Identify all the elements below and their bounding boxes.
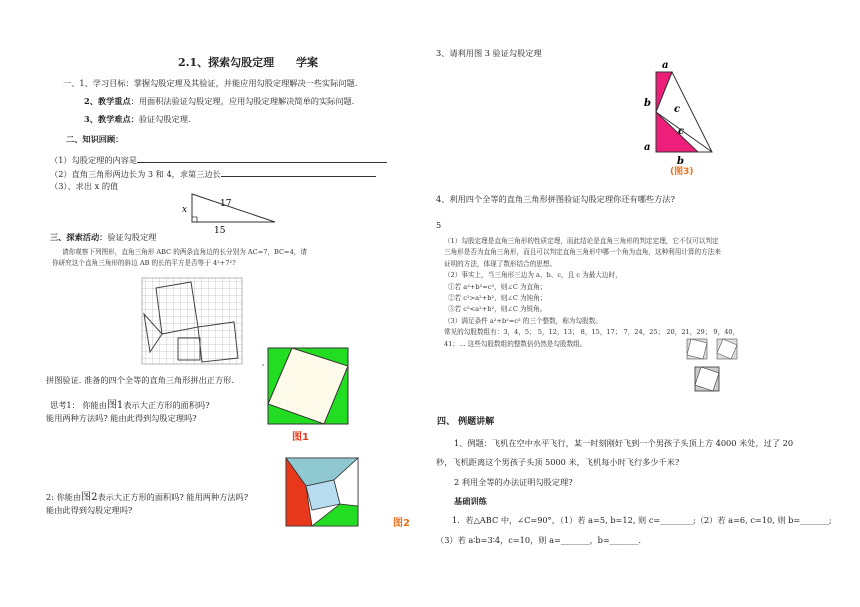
scan-line: 三角形是否为直角三角形，而且可以判定直角三角形中哪一个角为直角，这种利用计算的方法来 <box>444 248 721 257</box>
goal-text: 掌握勾股定理及其验证，并能应用勾股定理解决一些实际问题. <box>133 78 358 88</box>
page-title <box>178 54 318 70</box>
triangle-shape <box>192 194 275 222</box>
activity-heading <box>50 232 156 243</box>
fig3-a-bottom: a <box>644 142 651 153</box>
review-q1 <box>50 153 387 166</box>
scan-line: ③若 c²<a²+b²，则∠C 为锐角。 <box>448 305 547 314</box>
scan-line-1: 请你观察下列图形，直角三角形 ABC 的两条直角边的长分别为 AC=7，BC=4，请 <box>62 248 307 256</box>
think-1-a: 思考1： 你能由 <box>50 400 107 410</box>
fig3-b-left: b <box>644 98 651 109</box>
triangle-figure <box>180 190 280 235</box>
fig2-caption: 图2 <box>393 518 410 529</box>
answer-blank[interactable] <box>221 167 376 177</box>
key-point <box>84 96 354 107</box>
think-2-a: 2: 你能由 <box>46 492 82 502</box>
review-q1-text: （1）勾股定理的内容是 <box>50 155 138 165</box>
scan-line: ②若 c²>a²+b²，则∠C 为钝角； <box>448 294 547 303</box>
scan-line: （3）满足条件 a²+b²=c² 的三个整数，称为勾股数。 <box>444 316 602 325</box>
difficulty-point <box>84 114 191 125</box>
goal-label: 一、1、学习目标： <box>63 78 134 88</box>
key-text: ：用面积法验证勾股定理，应用勾股定理解决简单的实际问题. <box>130 96 355 106</box>
label-17: 17 <box>220 199 232 209</box>
key-label: 2、教学重点 <box>84 96 131 106</box>
section-4-heading: 四、 例题讲解 <box>437 417 495 427</box>
review-q2 <box>50 167 376 180</box>
scan-line: （1）勾股定理是直角三角形的性质定理，而此结论是直角三角形的判定定理，它不仅可以判定 <box>444 237 719 245</box>
fig3-c-lower: c <box>678 126 685 137</box>
thumb-1-inner <box>687 339 707 359</box>
think-1-b: 表示大正方形的面积吗? <box>123 400 210 410</box>
fig3-caption: (图3) <box>670 167 694 177</box>
fig1-tick: a <box>262 362 265 367</box>
activity-sub: 验证勾股定理 <box>107 232 157 242</box>
fig3-c-upper: c <box>674 104 681 115</box>
figure-3 <box>640 58 720 178</box>
thumbnail-figures <box>685 337 765 397</box>
example-1: 1、例题：飞机在空中水平飞行，某一时刻刚好飞到一个男孩子头顶上方 4000 米处，过了 20 <box>454 438 794 448</box>
learning-goal <box>63 78 357 89</box>
basic-1: 1．若△ABC 中，∠C=90°，（1）若 a=5, b=12, 则 c=________;（2）若 a=6, c=10, 则 b=_______; <box>452 515 832 525</box>
think-2-fig: 图2 <box>81 492 98 503</box>
label-15: 15 <box>214 226 226 235</box>
figure-2 <box>284 456 364 530</box>
think-2 <box>46 492 248 503</box>
difficulty-text: 验证勾股定理. <box>138 114 191 124</box>
right-angle-mark <box>192 217 197 222</box>
scan-line: 常见的勾股数组有：3，4，5； 5，12，13； 8，15，17； 7，24，25； 20，21，29； 9，40， <box>444 328 740 337</box>
right-q5: 5 <box>436 220 442 230</box>
right-q4: 4、利用四个全等的直角三角形拼图验证勾股定理你还有哪些方法? <box>436 194 675 204</box>
think-1-line2: 能用两种方法吗? 能由此得到勾股定理吗? <box>46 413 197 423</box>
right-q3: 3、请利用图 3 验证勾股定理 <box>436 48 542 58</box>
fig3-a-top: a <box>662 60 669 71</box>
basic-training-heading: 基础训练 <box>454 496 487 506</box>
scan-line-2: 你研究这个直角三角形的斜边 AB 的长的平方是否等于 4²+7²? <box>52 259 236 267</box>
basic-2: （3）若 a∶b=3∶4，c=10，则 a=_______，b=_______. <box>436 535 642 545</box>
label-x: x <box>182 205 188 215</box>
review-q2-text: （2）直角三角形两边长为 3 和 4，求第三边长 <box>50 169 221 179</box>
review-heading: 二、知识回顾： <box>66 134 124 144</box>
think-1-fig: 图1 <box>106 400 124 411</box>
puzzle-text: 拼图验证. 准备的四个全等的直角三角形拼出正方形. <box>46 375 234 385</box>
think-2-b: 表示大正方形的面积吗? 能用两种方法吗? <box>97 492 249 502</box>
difficulty-label: 3、教学难点： <box>84 114 139 124</box>
scan-line: （2）事实上，当三角形三边为 a、b、c，且 c 为最大边时， <box>444 271 622 280</box>
answer-blank[interactable] <box>137 153 387 163</box>
grid-figure <box>138 274 246 370</box>
scan-line: 41；… 这些勾股数组的整数倍仍然是勾股数组。 <box>444 339 587 348</box>
think-1 <box>50 400 210 411</box>
fig3-b-bottom: b <box>677 156 684 167</box>
fig1-caption: 图1 <box>292 432 309 443</box>
think-2-line2: 能由此得到勾股定理吗? <box>46 505 133 515</box>
scan-block <box>444 236 784 350</box>
activity-heading-text: 三、探索活动： <box>50 232 108 242</box>
figure-1 <box>262 344 352 428</box>
title-text: 2.1、探索勾股定理 <box>178 56 275 69</box>
scan-line: ①若 a²+b²=c²，则∠C 为直角； <box>448 282 547 291</box>
example-1b: 秒，飞机距离这个男孩子头顶 5000 米，飞机每小时飞行多少千米? <box>436 457 680 467</box>
example-2: 2 利用全等的办法证明勾股定理? <box>454 477 573 487</box>
review-q3: （3）、求出 x 的值 <box>50 181 119 191</box>
scan-line: 证明的方法，体现了数形结合的思想。 <box>444 259 557 268</box>
title-suffix: 学案 <box>295 56 318 69</box>
